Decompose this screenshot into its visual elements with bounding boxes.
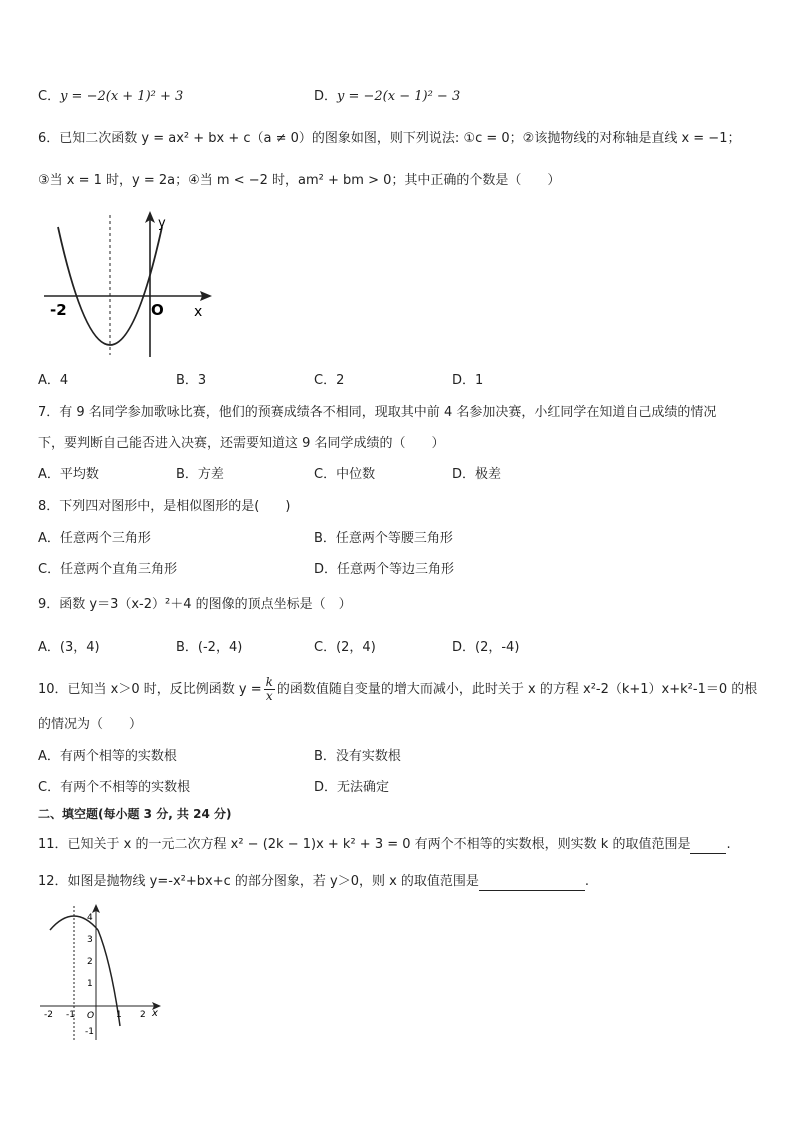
- q6-graph-x-label: x: [194, 304, 203, 320]
- q9-option-a: A．(3，4): [38, 640, 100, 655]
- q8-stem: 8．下列四对图形中，是相似图形的是( ): [38, 499, 291, 514]
- q10-stem-pre: 10．已知当 x＞0 时，反比例函数 y =: [38, 682, 262, 697]
- q12-graph-y-tick-4: 4: [87, 913, 93, 923]
- q7-stem-line1: 7．有 9 名同学参加歌咏比赛，他们的预赛成绩各不相同，现取其中前 4 名参加决赛，小红同学在知道自己成绩的情况: [38, 405, 717, 420]
- q12-graph-x-tick-minus1: -1: [66, 1010, 75, 1020]
- q7-option-d: D．极差: [452, 467, 502, 482]
- q10-option-a: A．有两个相等的实数根: [38, 749, 177, 764]
- q11-stem: 11．已知关于 x 的一元二次方程 x² − (2k − 1)x + k² + 3 = 0 有两个不相等的实数根，则实数 k 的取值范围是 .: [38, 837, 731, 852]
- q10-stem-line2: 的情况为（ ）: [38, 717, 143, 732]
- q12-graph-x-tick-1: 1: [116, 1010, 122, 1020]
- q6-option-d: D．1: [452, 373, 484, 388]
- q6-stem-line2: ③当 x = 1 时，y = 2a；④当 m < −2 时，am² + bm > 0；其中正确的个数是（ ）: [38, 173, 561, 188]
- q8-option-a: A．任意两个三角形: [38, 531, 151, 546]
- q6-option-a: A．4: [38, 373, 69, 388]
- q6-graph-minus2-label: -2: [50, 301, 67, 319]
- section-title: 二、填空题(每小题 3 分, 共 24 分): [38, 807, 232, 821]
- q10-option-b: B．没有实数根: [314, 749, 401, 764]
- q12-parabola-graph: [36, 900, 166, 1045]
- q12-graph-y-tick-1: 1: [87, 979, 93, 989]
- q12-graph-origin-label: O: [87, 1011, 95, 1021]
- q9-option-c: C．(2，4): [314, 640, 376, 655]
- q10-stem-line1: [38, 672, 757, 708]
- q9-option-d: D．(2，-4): [452, 640, 520, 655]
- q10-stem-post: 的函数值随自变量的增大而减小，此时关于 x 的方程 x²-2（k+1）x+k²-1＝0 的根: [276, 682, 758, 697]
- q8-option-d: D．任意两个等边三角形: [314, 562, 455, 577]
- q12-graph-y-tick-2: 2: [87, 957, 93, 967]
- q12-graph-x-tick-minus2: -2: [44, 1010, 53, 1020]
- q6-option-c: C．2: [314, 373, 345, 388]
- q9-option-b: B．(-2，4): [176, 640, 243, 655]
- q12-graph-y-tick-3: 3: [87, 935, 93, 945]
- q10-option-c: C．有两个不相等的实数根: [38, 780, 191, 795]
- q12-answer-blank[interactable]: [479, 876, 585, 891]
- q12-stem: 12．如图是抛物线 y=-x²+bx+c 的部分图象，若 y＞0，则 x 的取值范围是 .: [38, 874, 590, 889]
- q7-option-a: A．平均数: [38, 467, 99, 482]
- q7-stem-line2: 下，要判断自己能否进入决赛，还需要知道这 9 名同学成绩的（ ）: [38, 436, 445, 451]
- q6-stem-line1: 6．已知二次函数 y = ax² + bx + c（a ≠ 0）的图象如图，则下列说法: ①c = 0；②该抛物线的对称轴是直线 x = −1；: [38, 131, 741, 146]
- q5-option-c: C．y = −2(x + 1)² + 3: [38, 89, 184, 104]
- q8-option-b: B．任意两个等腰三角形: [314, 531, 453, 546]
- q9-stem: 9．函数 y＝3（x-2）²＋4 的图像的顶点坐标是（ ）: [38, 597, 352, 612]
- q12-graph-x-tick-2: 2: [140, 1010, 146, 1020]
- q10-fraction: $\frac{k}{x}$: [265, 675, 273, 703]
- q5-option-d: D．y = −2(x − 1)² − 3: [314, 89, 461, 104]
- q6-graph-origin-label: O: [151, 301, 164, 319]
- q12-graph-y-tick-minus1: -1: [85, 1027, 94, 1037]
- q6-graph-y-label: y: [158, 216, 166, 231]
- q6-option-b: B．3: [176, 373, 207, 388]
- q12-graph-x-label: x: [152, 1008, 158, 1019]
- q7-option-b: B．方差: [176, 467, 224, 482]
- q7-option-c: C．中位数: [314, 467, 376, 482]
- q10-option-d: D．无法确定: [314, 780, 390, 795]
- q8-option-c: C．任意两个直角三角形: [38, 562, 178, 577]
- q6-parabola-graph: [40, 205, 220, 365]
- q11-answer-blank[interactable]: [690, 839, 726, 854]
